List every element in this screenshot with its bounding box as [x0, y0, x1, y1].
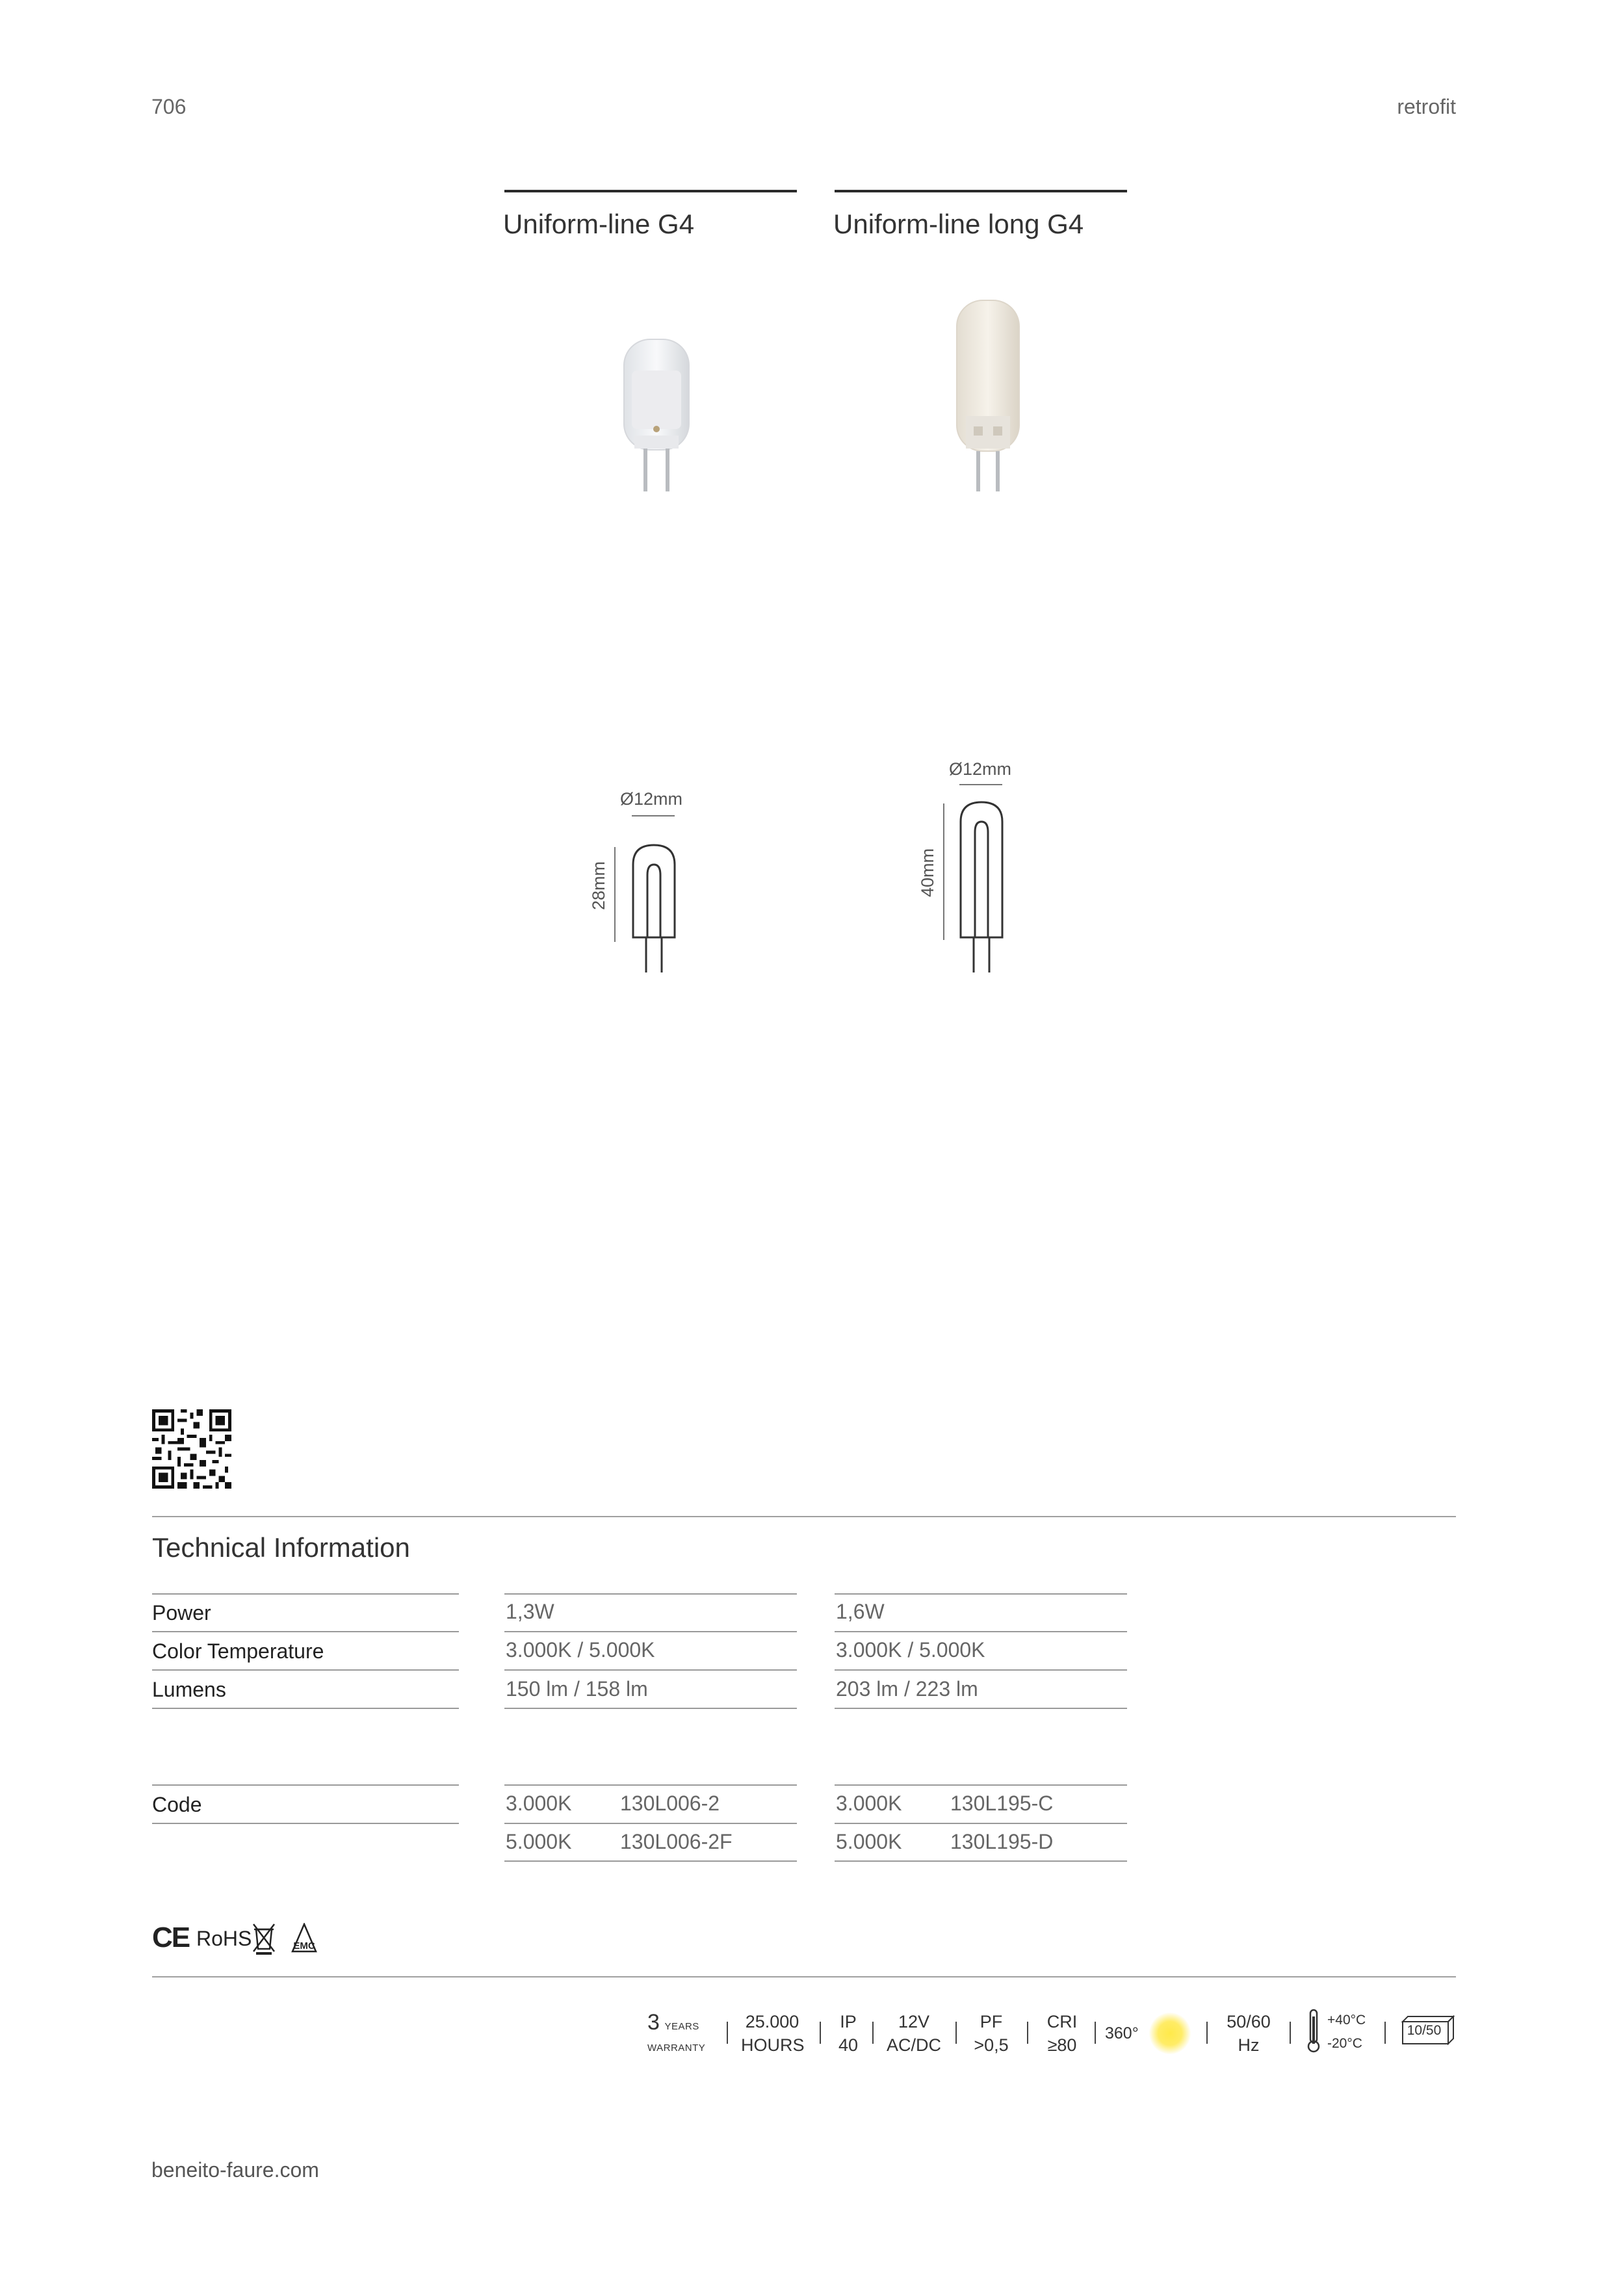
warranty-label: WARRANTY: [647, 2042, 706, 2054]
row-rule: [835, 1708, 1127, 1709]
temperature-max: +40°C: [1327, 2013, 1366, 2028]
section-name: retrofit: [1397, 95, 1456, 118]
spec-value: 1,3W: [506, 1600, 554, 1623]
spec-separator: [1290, 2022, 1291, 2044]
spec-separator: [1206, 2022, 1208, 2044]
code-value: 130L006-2: [620, 1792, 720, 1815]
spec-value: 150 lm / 158 lm: [506, 1677, 648, 1701]
diameter-line-1: [632, 815, 675, 816]
warranty-years: YEARS: [664, 2021, 699, 2032]
ip-value: 40: [838, 2035, 859, 2055]
page-number: 706: [151, 95, 187, 118]
row-rule: [504, 1631, 797, 1632]
row-rule: [504, 1669, 797, 1671]
product-title-1: Uniform-line G4: [503, 209, 695, 239]
crossed-bin-icon: [251, 1922, 277, 1955]
bulb-drawing-1: [628, 842, 680, 975]
cri-spec: [1040, 2010, 1084, 2057]
qr-code[interactable]: [152, 1409, 231, 1489]
hours-spec: [741, 2010, 803, 2057]
row-rule: [152, 1631, 459, 1632]
hours-value: 25.000: [745, 2012, 799, 2031]
height-line-2: [943, 803, 944, 940]
sun-icon: [1149, 2013, 1191, 2054]
spec-separator: [955, 2022, 957, 2044]
ip-label: IP: [840, 2012, 857, 2031]
code-value: 130L195-D: [950, 1830, 1054, 1853]
voltage-spec: [887, 2010, 941, 2057]
section-title: Technical Information: [152, 1532, 410, 1563]
code-temp: 3.000K: [836, 1792, 902, 1815]
row-rule: [835, 1823, 1127, 1824]
footer-section-rule: [152, 1976, 1456, 1977]
thermometer-icon: [1306, 2009, 1321, 2053]
height-label-1: 28mm: [589, 861, 608, 910]
row-rule: [152, 1708, 459, 1709]
row-rule: [152, 1823, 459, 1824]
code-value: 130L195-C: [950, 1792, 1054, 1815]
emc-text: EMC: [293, 1940, 315, 1951]
spec-label-power: Power: [152, 1601, 211, 1624]
spec-separator: [1095, 2022, 1096, 2044]
row-rule: [504, 1593, 797, 1595]
beam-angle-value: 360°: [1105, 2024, 1139, 2042]
height-label-2: 40mm: [918, 848, 937, 897]
warranty-spec: [647, 2011, 705, 2065]
temperature-range: [1327, 2009, 1366, 2055]
pf-spec: [968, 2010, 1014, 2057]
code-label: Code: [152, 1793, 202, 1816]
ce-mark: CE: [152, 1922, 190, 1953]
spec-separator: [872, 2022, 874, 2044]
spec-value: 203 lm / 223 lm: [836, 1677, 978, 1701]
cri-value: ≥80: [1047, 2035, 1077, 2055]
spec-separator: [727, 2022, 728, 2044]
voltage-value: 12V: [898, 2012, 930, 2031]
voltage-type: AC/DC: [887, 2035, 942, 2055]
package-quantity: 10/50: [1407, 2023, 1442, 2038]
pf-label: PF: [980, 2012, 1003, 2031]
row-rule: [835, 1669, 1127, 1671]
frequency-spec: [1219, 2010, 1278, 2057]
height-line-1: [614, 847, 616, 942]
spec-separator: [1384, 2022, 1386, 2044]
spec-separator: [1027, 2022, 1028, 2044]
code-temp: 3.000K: [506, 1792, 572, 1815]
code-temp: 5.000K: [836, 1830, 902, 1853]
footer-url[interactable]: beneito-faure.com: [151, 2158, 319, 2182]
row-rule: [504, 1784, 797, 1786]
frequency-unit: Hz: [1238, 2035, 1260, 2055]
cri-label: CRI: [1046, 2012, 1078, 2031]
rohs-mark: RoHS: [196, 1927, 252, 1950]
spec-label-color-temperature: Color Temperature: [152, 1639, 324, 1663]
row-rule: [504, 1708, 797, 1709]
product-photo-1: [617, 338, 695, 494]
ip-spec: [833, 2010, 863, 2057]
row-rule: [835, 1593, 1127, 1595]
product-rule-2: [835, 190, 1127, 192]
row-rule: [152, 1669, 459, 1671]
spec-value: 1,6W: [836, 1600, 885, 1623]
spec-separator: [820, 2022, 821, 2044]
pf-value: >0,5: [974, 2035, 1009, 2055]
section-rule: [152, 1516, 1456, 1517]
spec-label-lumens: Lumens: [152, 1678, 226, 1701]
diameter-line-2: [959, 784, 1002, 785]
code-temp: 5.000K: [506, 1830, 572, 1853]
product-rule-1: [504, 190, 797, 192]
hours-unit: HOURS: [741, 2035, 805, 2055]
product-title-2: Uniform-line long G4: [833, 209, 1084, 239]
product-photo-2: [949, 299, 1027, 494]
diameter-label-2: Ø12mm: [949, 759, 1012, 779]
row-rule: [504, 1860, 797, 1862]
row-rule: [835, 1860, 1127, 1862]
bulb-drawing-2: [955, 800, 1007, 975]
temperature-min: -20°C: [1327, 2036, 1362, 2051]
row-rule: [152, 1784, 459, 1786]
frequency-value: 50/60: [1227, 2012, 1271, 2031]
row-rule: [504, 1823, 797, 1824]
spec-value: 3.000K / 5.000K: [506, 1638, 655, 1662]
diameter-label-1: Ø12mm: [620, 789, 683, 809]
row-rule: [152, 1593, 459, 1595]
spec-value: 3.000K / 5.000K: [836, 1638, 985, 1662]
row-rule: [835, 1631, 1127, 1632]
warranty-number: 3: [647, 2010, 660, 2035]
row-rule: [835, 1784, 1127, 1786]
code-value: 130L006-2F: [620, 1830, 733, 1853]
emc-mark-icon: [286, 1923, 322, 1955]
